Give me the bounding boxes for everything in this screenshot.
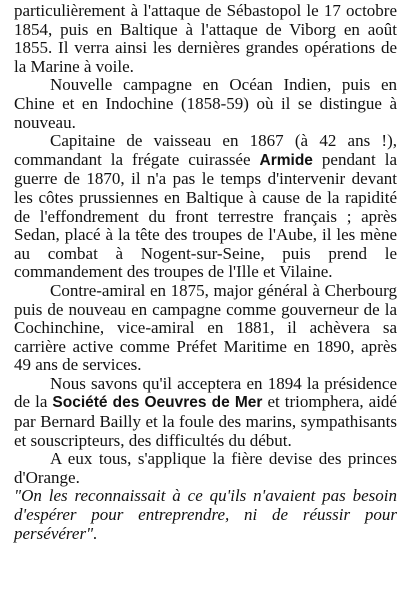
paragraph-4: Contre-amiral en 1875, major général à Cherbourg puis de nouveau en campagne comme gouverneur de la Cochinchine, vice-amiral en 1881, il achèvera sa carrière active comme Préfet Maritime en 1890, après 49 ans de services. [14, 280, 397, 375]
paragraph-1: particulièrement à l'attaque de Sébastopol le 17 octobre 1854, puis en Baltique à l'attaque de Viborg en août 1855. Il verra ainsi les dernières grandes opérations de la Marine à voile. [14, 1, 397, 76]
paragraph-3 [14, 132, 397, 282]
society-name: Société des Oeuvres de Mer [52, 394, 263, 412]
paragraph-3-text-before: Capitaine de vaisseau en 1867 (à 42 ans !), commandant la frégate cuirassée [14, 131, 397, 169]
motto-quote: "On les reconnaissait à ce qu'ils n'avaient pas besoin d'espérer pour entreprendre, ni de réussir pour persévérer". [14, 486, 397, 543]
paragraph-2: Nouvelle campagne en Océan Indien, puis en Chine et en Indochine (1858-59) où il se distingue à nouveau. [14, 75, 397, 132]
paragraph-5-text-before: Nous savons qu'il acceptera en 1894 la présidence de la [14, 373, 397, 412]
paragraph-5 [14, 375, 397, 450]
paragraph-3-text-after: pendant la guerre de 1870, il n'a pas le temps d'intervenir devant les côtes prussiennes en Baltique à cause de la rapidité de l'effondrement du front terrestre français ; après Sedan, placé à la tête des troupes de l'Aube, il les mène au combat à Nogent-sur-Seine, puis prend le commandement des troupes de l'Ille et Vilaine. [14, 149, 397, 282]
ship-name-armide: Armide [259, 151, 313, 169]
paragraph-6: A eux tous, s'applique la fière devise des princes d'Orange. [14, 449, 397, 487]
paragraph-5-text-after: et triomphera, aidé par Bernard Bailly et la foule des marins, sympathisants et souscripteurs, des difficultés du début. [14, 392, 397, 450]
